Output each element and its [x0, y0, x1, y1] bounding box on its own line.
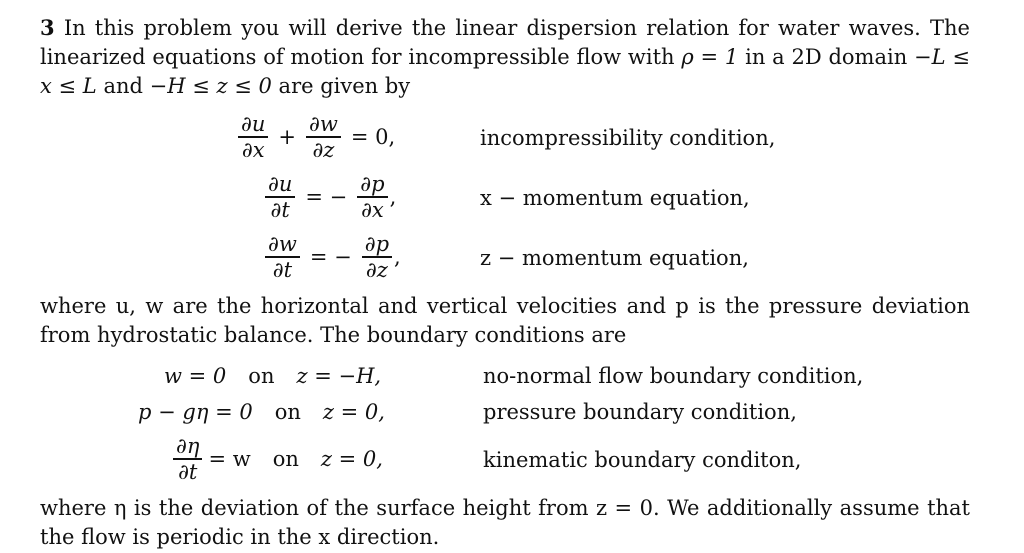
problem-number: 3 [40, 15, 55, 40]
deta-dt-fraction: $\frac{\partial\eta}{\partial t}$ [173, 434, 202, 484]
domain-x: −L ≤ x ≤ L [40, 45, 970, 98]
rho-equation: ρ = 1 [681, 45, 739, 69]
pressure-condition: p − gη = 0 on z = 0, [138, 400, 385, 424]
no-normal-label: no-normal flow boundary condition, [483, 364, 864, 388]
incompressibility-equation: $\frac{\partial u}{\partial x}$ + $\frac{\partial w}{\partial z}$ = 0, [236, 112, 395, 162]
intro-text-3: are given by [278, 74, 411, 98]
closing-paragraph: where η is the deviation of the surface height from z = 0. We additionally assume that the flow is periodic in the x direction. [40, 496, 970, 549]
dp-dz-fraction: $\frac{\partial p}{\partial z}$ [362, 232, 392, 282]
pressure-label: pressure boundary condition, [483, 400, 797, 424]
z-momentum-equation: $\frac{\partial w}{\partial t}$ = − $\frac{\partial p}{\partial z}$ , [263, 232, 401, 282]
dp-dx-fraction: $\frac{\partial p}{\partial x}$ [357, 172, 387, 222]
dw-dz-fraction: $\frac{\partial w}{\partial z}$ [306, 112, 341, 162]
no-normal-condition: w = 0 on z = −H, [164, 364, 382, 388]
intro-and: and [103, 74, 143, 98]
incompressibility-label: incompressibility condition, [480, 126, 776, 150]
intro-text-1: In this problem you will derive the linear dispersion relation for water waves. The linearized equations of motion for incompressible flow with [40, 16, 970, 69]
z-momentum-label: z − momentum equation, [480, 246, 749, 270]
x-momentum-equation: $\frac{\partial u}{\partial t}$ = − $\frac{\partial p}{\partial x}$ , [263, 172, 396, 222]
intro-paragraph [40, 13, 970, 101]
kinematic-label: kinematic boundary conditon, [483, 448, 802, 472]
intro-text-2: in a 2D domain [745, 45, 908, 69]
x-momentum-label: x − momentum equation, [480, 186, 750, 210]
du-dt-fraction: $\frac{\partial u}{\partial t}$ [265, 172, 295, 222]
middle-paragraph: where u, w are the horizontal and vertical velocities and p is the pressure deviation from hydrostatic balance. The boundary conditions are [40, 294, 970, 347]
dw-dt-fraction: $\frac{\partial w}{\partial t}$ [265, 232, 300, 282]
du-dx-fraction: $\frac{\partial u}{\partial x}$ [238, 112, 268, 162]
domain-z: −H ≤ z ≤ 0 [149, 74, 272, 98]
kinematic-condition: $\frac{\partial\eta}{\partial t}$ = w on z = 0, [171, 434, 383, 484]
